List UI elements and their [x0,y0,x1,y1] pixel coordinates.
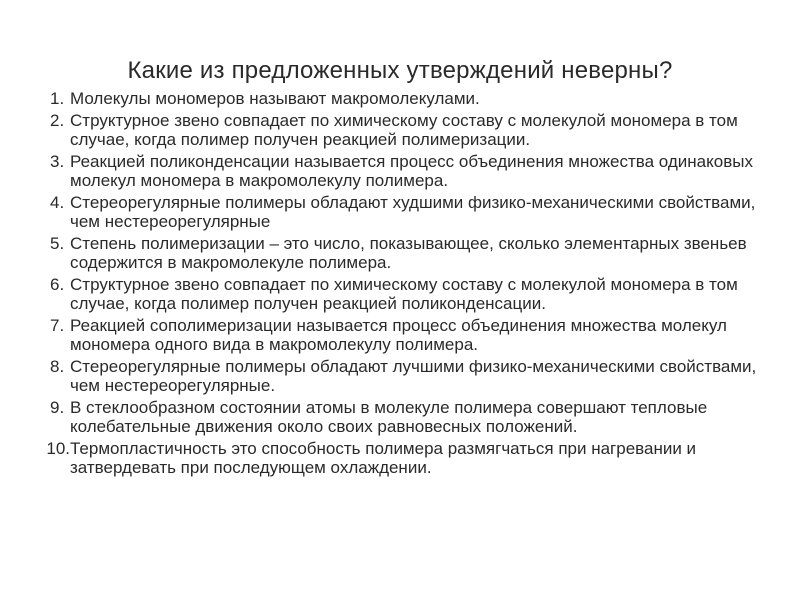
item-text: Стереорегулярные полимеры обладают лучшими физико-механическими свойствами, чем нестереорегулярные. [70,356,757,395]
item-number: 9. [50,397,65,417]
item-text: Степень полимеризации – это число, показывающее, сколько элементарных звеньев содержится в макромолекуле полимера. [70,233,747,272]
item-number: 2. [50,110,65,130]
item-text: Структурное звено совпадает по химическому составу с молекулой мономера в том случае, когда полимер получен реакцией полимеризации. [70,110,738,149]
list-item [20,89,760,109]
item-number: 8. [50,356,65,376]
list-item [20,439,760,478]
item-number: 3. [50,151,65,171]
statements-list [20,89,760,480]
list-item [20,234,760,273]
item-number: 7. [50,315,65,335]
list-item [20,316,760,355]
list-item [20,398,760,437]
list-item [20,152,760,191]
list-item [20,193,760,232]
item-number: 6. [50,274,65,294]
list-item [20,275,760,314]
item-text: Стереорегулярные полимеры обладают худшими физико-механическими свойствами, чем нестереорегулярные [70,192,756,231]
list-item [20,111,760,150]
slide-title: Какие из предложенных утверждений неверны? [127,57,673,84]
item-text: Молекулы мономеров называют макромолекулами. [70,89,480,108]
item-text: Структурное звено совпадает по химическому составу с молекулой мономера в том случае, когда полимер получен реакцией поликонденсации. [70,274,738,313]
item-text: Термопластичность это способность полимера размягчаться при нагревании и затвердевать при последующем охлаждении. [70,438,697,477]
item-number: 5. [50,233,65,253]
list-item [20,357,760,396]
item-text: Реакцией поликонденсации называется процесс объединения множества одинаковых молекул мономера в макромолекулу полимера. [70,151,753,190]
item-number: 1. [50,89,65,108]
item-text: Реакцией сополимеризации называется процесс объединения множества молекул мономера одного вида в макромолекулу полимера. [70,315,727,354]
item-number: 10. [46,438,70,458]
item-number: 4. [50,192,65,212]
item-text: В стеклообразном состоянии атомы в молекуле полимера совершают тепловые колебательные движения около своих равновесных положений. [70,397,708,436]
